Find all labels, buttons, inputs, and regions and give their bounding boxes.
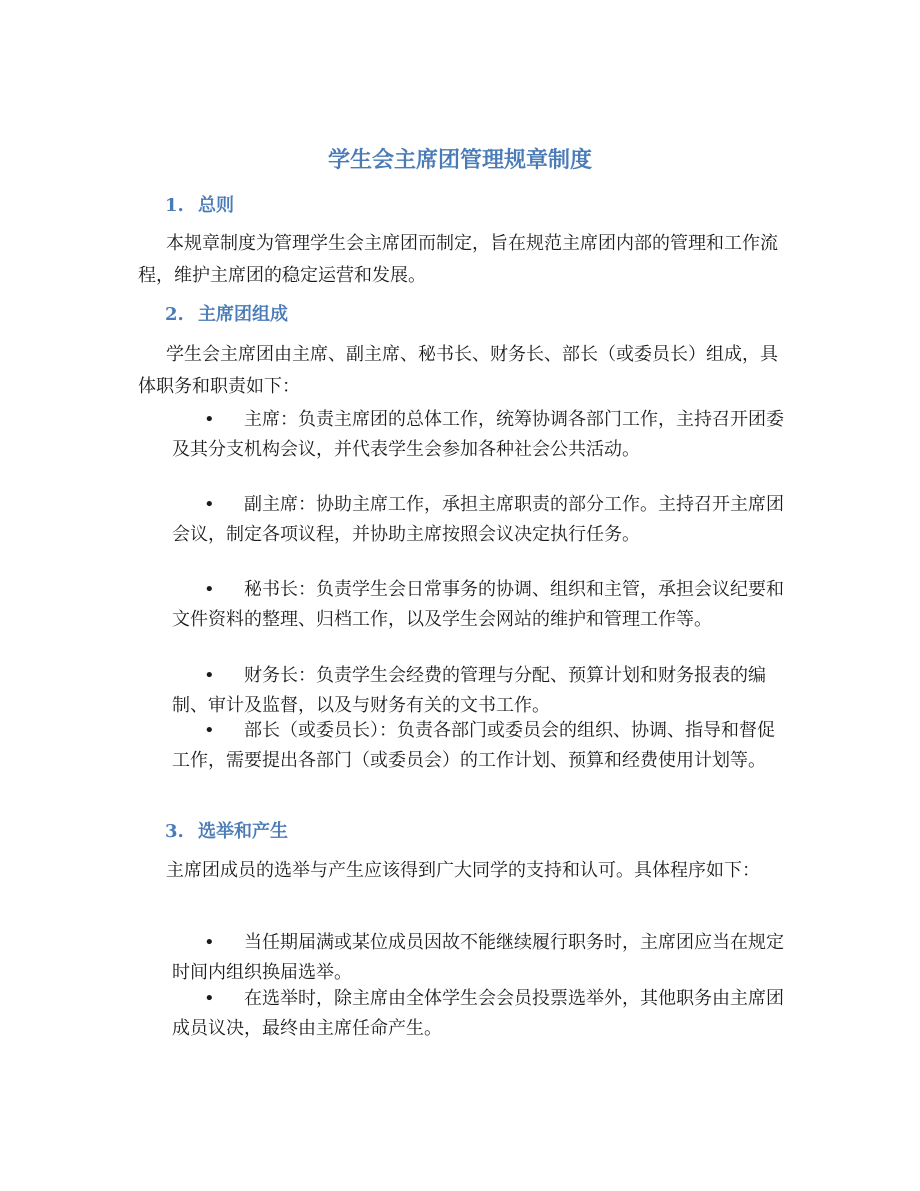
list-item-text: 秘书长：负责学生会日常事务的协调、组织和主管，承担会议纪要和文件资料的整理、归档工作，以及学生会网站的维护和管理工作等。	[172, 579, 784, 630]
list-item-text: 在选举时，除主席由全体学生会会员投票选举外，其他职务由主席团成员议决，最终由主席任命产生。	[172, 988, 784, 1039]
bullet-icon: •	[204, 988, 215, 1009]
bullet-icon: •	[204, 494, 215, 515]
section-number: 3.	[165, 821, 184, 842]
section-heading-election	[165, 817, 288, 847]
list-item-text: 当任期届满或某位成员因故不能继续履行职务时，主席团应当在规定时间内组织换届选举。	[172, 932, 784, 983]
section-heading-general	[165, 191, 234, 221]
section-number: 1.	[165, 195, 184, 216]
list-item	[172, 984, 786, 1044]
list-item	[172, 575, 786, 635]
section-title: 主席团组成	[198, 304, 288, 325]
section-paragraph: 本规章制度为管理学生会主席团而制定，旨在规范主席团内部的管理和工作流程，维护主席团的稳定运营和发展。	[138, 233, 778, 286]
bullet-icon: •	[204, 579, 215, 600]
bullet-icon: •	[204, 665, 215, 686]
bullet-icon: •	[204, 409, 215, 430]
section-heading-composition	[165, 300, 288, 330]
document-title: 学生会主席团管理规章制度	[327, 147, 592, 173]
list-item	[172, 490, 786, 550]
section-title: 总则	[198, 195, 234, 216]
section-paragraph: 学生会主席团由主席、副主席、秘书长、财务长、部长（或委员长）组成，具体职务和职责如下：	[138, 344, 778, 397]
list-item-text: 财务长：负责学生会经费的管理与分配、预算计划和财务报表的编制、审计及监督，以及与财务有关的文书工作。	[172, 665, 766, 716]
list-item-text: 部长（或委员长）：负责各部门或委员会的组织、协调、指导和督促工作，需要提出各部门（或委员会）的工作计划、预算和经费使用计划等。	[172, 720, 775, 771]
list-item-text: 主席：负责主席团的总体工作，统筹协调各部门工作，主持召开团委及其分支机构会议，并代表学生会参加各种社会公共活动。	[172, 409, 784, 460]
list-item	[172, 405, 786, 465]
section-number: 2.	[165, 304, 184, 325]
list-item	[172, 716, 786, 776]
list-item	[172, 661, 786, 721]
section-paragraph: 主席团成员的选举与产生应该得到广大同学的支持和认可。具体程序如下：	[166, 860, 760, 881]
list-item-text: 副主席：协助主席工作，承担主席职责的部分工作。主持召开主席团会议，制定各项议程，并协助主席按照会议决定执行任务。	[172, 494, 784, 545]
section-title: 选举和产生	[198, 821, 288, 842]
bullet-icon: •	[204, 720, 215, 741]
list-item	[172, 928, 786, 988]
bullet-icon: •	[204, 932, 215, 953]
